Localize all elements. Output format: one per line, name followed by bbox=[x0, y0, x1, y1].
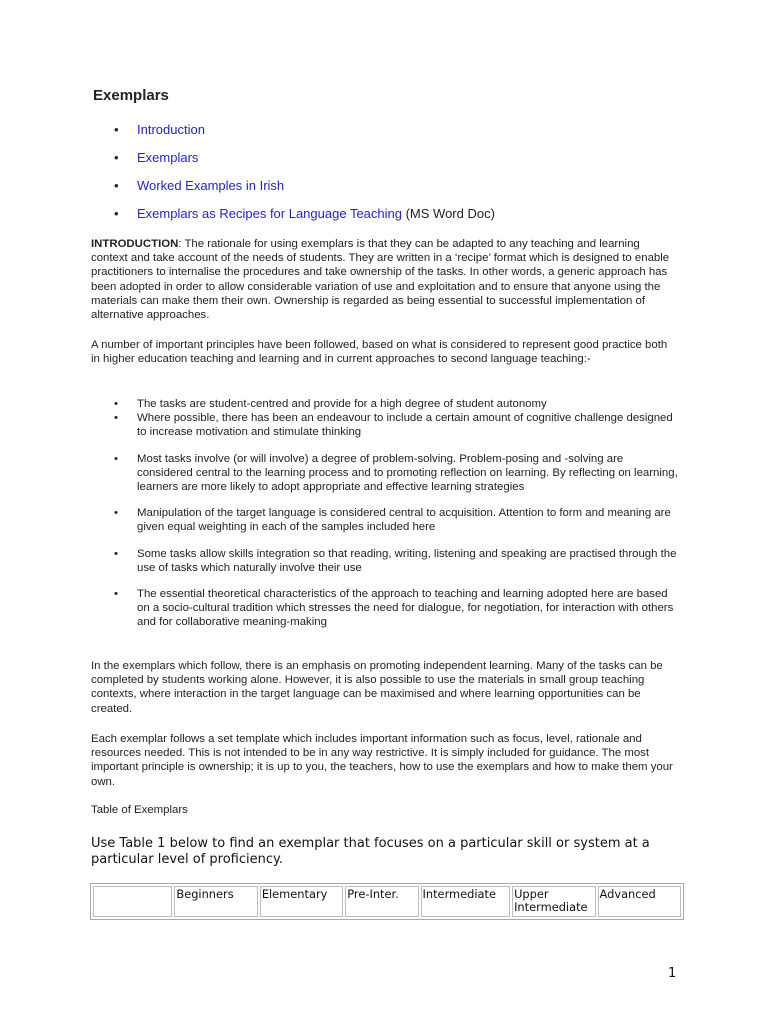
list-item bbox=[91, 411, 681, 439]
page-title: Exemplars bbox=[93, 87, 169, 104]
bullet-icon: • bbox=[114, 507, 118, 520]
toc-link-format: (MS Word Doc) bbox=[401, 206, 495, 221]
list-item bbox=[91, 547, 681, 575]
table-intro-text: Use Table 1 below to find an exemplar that focuses on a particular skill or system at a particular level of proficiency. bbox=[91, 836, 650, 867]
table-header-elementary: Elementary bbox=[260, 886, 343, 917]
page-number: 1 bbox=[668, 966, 677, 981]
template-paragraph: Each exemplar follows a set template which includes important information such as focus, level, rationale and resources needed. This is not intended to be in any way restrictive. It is simply included for guidance. The most important principle is ownership; it is up to you, the teachers, how to use the exemplars and how to make them your own. bbox=[91, 733, 673, 788]
toc-link-introduction[interactable]: Introduction bbox=[137, 122, 205, 137]
introduction-text: : The rationale for using exemplars is that they can be adapted to any teaching and learning context and take account of the needs of students. They are written in a ‘recipe’ format which is designed to enable practitioners to internalise the procedures and take ownership of the tasks. In other words, a generic approach has been adopted in order to allow considerable variation of use and exploitation and to ensure that anyone using the materials can make them their own. Ownership is regarded as being essential to successful implementation of alternative approaches. bbox=[91, 238, 670, 322]
list-item-text: Some tasks allow skills integration so that reading, writing, listening and speaking are practised through the use of tasks which naturally involve their use bbox=[137, 547, 677, 574]
table-header-pre-inter: Pre-Inter. bbox=[345, 886, 418, 917]
bullet-icon: • bbox=[114, 452, 118, 465]
toc-link-recipes[interactable]: Exemplars as Recipes for Language Teaching bbox=[137, 206, 402, 221]
list-item bbox=[91, 506, 681, 534]
independent-learning-paragraph: In the exemplars which follow, there is an emphasis on promoting independent learning. Many of the tasks can be completed by students working alone. However, it is also possible to use the materials in small group teaching contexts, where interaction in the target language can be maximised and where learning opportunities can be created. bbox=[91, 660, 663, 715]
bullet-icon: • bbox=[114, 412, 118, 425]
principles-list bbox=[91, 397, 681, 630]
table-header-cell-empty bbox=[93, 886, 172, 917]
table-header-row bbox=[93, 886, 681, 917]
introduction-lead: INTRODUCTION bbox=[91, 238, 179, 250]
bullet-icon: • bbox=[114, 206, 119, 221]
exemplars-table bbox=[90, 883, 684, 920]
introduction-paragraph bbox=[91, 237, 676, 322]
list-item-text: Where possible, there has been an endeavour to include a certain amount of cognitive challenge designed to increase motivation and stimulate thinking bbox=[137, 412, 673, 439]
bullet-icon: • bbox=[114, 122, 119, 137]
list-item bbox=[91, 587, 681, 630]
toc-link-exemplars[interactable]: Exemplars bbox=[137, 150, 199, 165]
table-header-upper-intermediate: Upper Intermediate bbox=[512, 886, 595, 917]
toc-item-introduction bbox=[91, 122, 495, 150]
principles-intro: A number of important principles have been followed, based on what is considered to represent good practice both in higher education teaching and learning and in current approaches to second language teaching:- bbox=[91, 339, 668, 366]
list-item-text: Most tasks involve (or will involve) a degree of problem-solving. Problem-posing and -solving are considered central to the learning process and to promoting reflection on learning. By reflecting on learning, learners are more likely to adopt appropriate and effective learning strategies bbox=[137, 452, 678, 494]
list-item-text: Manipulation of the target language is considered central to acquisition. Attention to form and meaning are given equal weighting in each of the samples included here bbox=[137, 507, 671, 534]
toc-item-exemplars bbox=[91, 150, 495, 178]
table-header-intermediate: Intermediate bbox=[421, 886, 511, 917]
list-item-text: The essential theoretical characteristics of the approach to teaching and learning adopted here are based on a socio-cultural tradition which stresses the need for dialogue, for negotiation, for interaction with others and for collaborative meaning-making bbox=[137, 588, 674, 629]
table-header-advanced: Advanced bbox=[598, 886, 682, 917]
bullet-icon: • bbox=[114, 150, 119, 165]
bullet-icon: • bbox=[114, 588, 118, 601]
toc-item-recipes bbox=[91, 206, 495, 234]
toc-item-worked-examples bbox=[91, 178, 495, 206]
list-item bbox=[91, 397, 681, 411]
list-item-text: The tasks are student-centred and provide for a high degree of student autonomy bbox=[137, 398, 547, 410]
table-of-contents bbox=[91, 122, 495, 234]
list-item bbox=[91, 452, 681, 495]
bullet-icon: • bbox=[114, 398, 118, 410]
table-header-beginners: Beginners bbox=[174, 886, 257, 917]
bullet-icon: • bbox=[114, 178, 119, 193]
toc-link-worked-examples[interactable]: Worked Examples in Irish bbox=[137, 178, 285, 193]
bullet-icon: • bbox=[114, 547, 118, 560]
table-label: Table of Exemplars bbox=[91, 804, 188, 816]
